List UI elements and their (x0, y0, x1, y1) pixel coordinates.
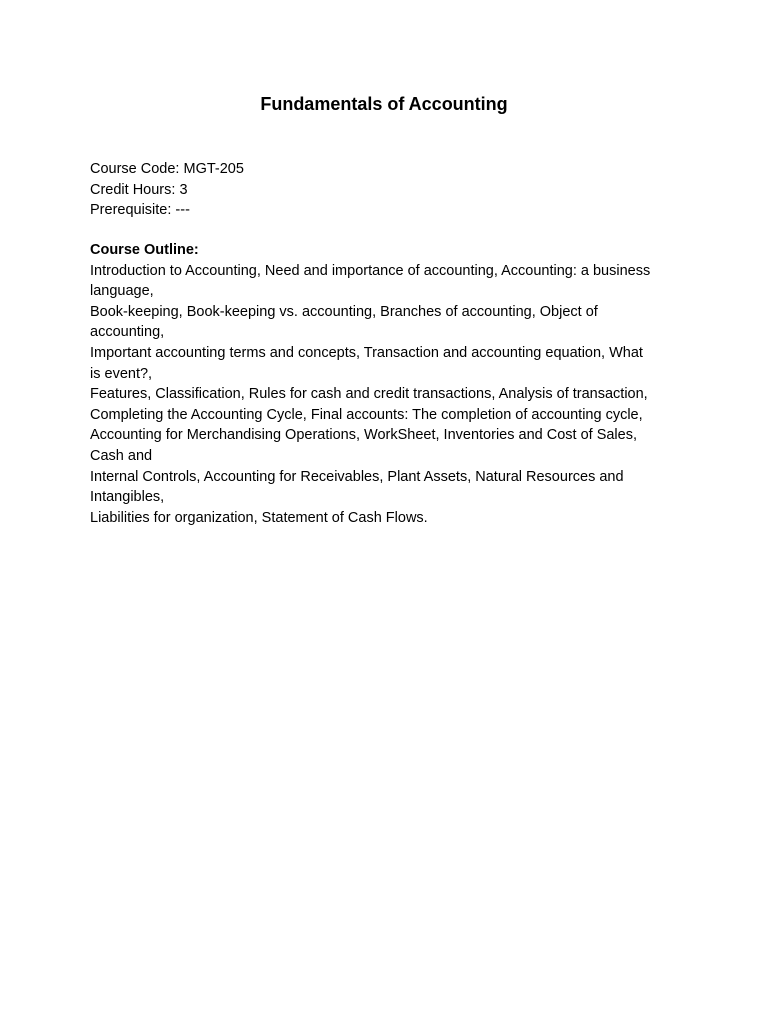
outline-line: Accounting for Merchandising Operations, WorkSheet, Inventories and Cost of Sales, (90, 427, 637, 444)
outline-line: Liabilities for organization, Statement of Cash Flows. (90, 509, 428, 526)
prerequisite: Prerequisite: --- (90, 202, 190, 219)
outline-line: Internal Controls, Accounting for Receivables, Plant Assets, Natural Resources and (90, 468, 624, 485)
document-title: Fundamentals of Accounting (260, 94, 508, 114)
credit-hours: Credit Hours: 3 (90, 181, 188, 198)
outline-line: Cash and (90, 447, 153, 464)
outline-line: language, (90, 283, 154, 300)
outline-heading: Course Outline: (90, 242, 199, 258)
course-code: Course Code: MGT-205 (90, 161, 244, 177)
outline-line: Book-keeping, Book-keeping vs. accounting, Branches of accounting, Object of (90, 303, 598, 320)
outline-line: Introduction to Accounting, Need and importance of accounting, Accounting: a business (90, 262, 651, 279)
outline-line: Intangibles, (90, 489, 165, 506)
course-outline (90, 240, 690, 528)
outline-line: Important accounting terms and concepts, Transaction and accounting equation, What (90, 344, 643, 361)
outline-line: accounting, (90, 324, 165, 341)
outline-line: is event?, (90, 365, 153, 382)
outline-line: Completing the Accounting Cycle, Final accounts: The completion of accounting cycle, (90, 406, 643, 423)
course-meta (90, 159, 690, 221)
outline-line: Features, Classification, Rules for cash and credit transactions, Analysis of transaction, (90, 386, 648, 403)
